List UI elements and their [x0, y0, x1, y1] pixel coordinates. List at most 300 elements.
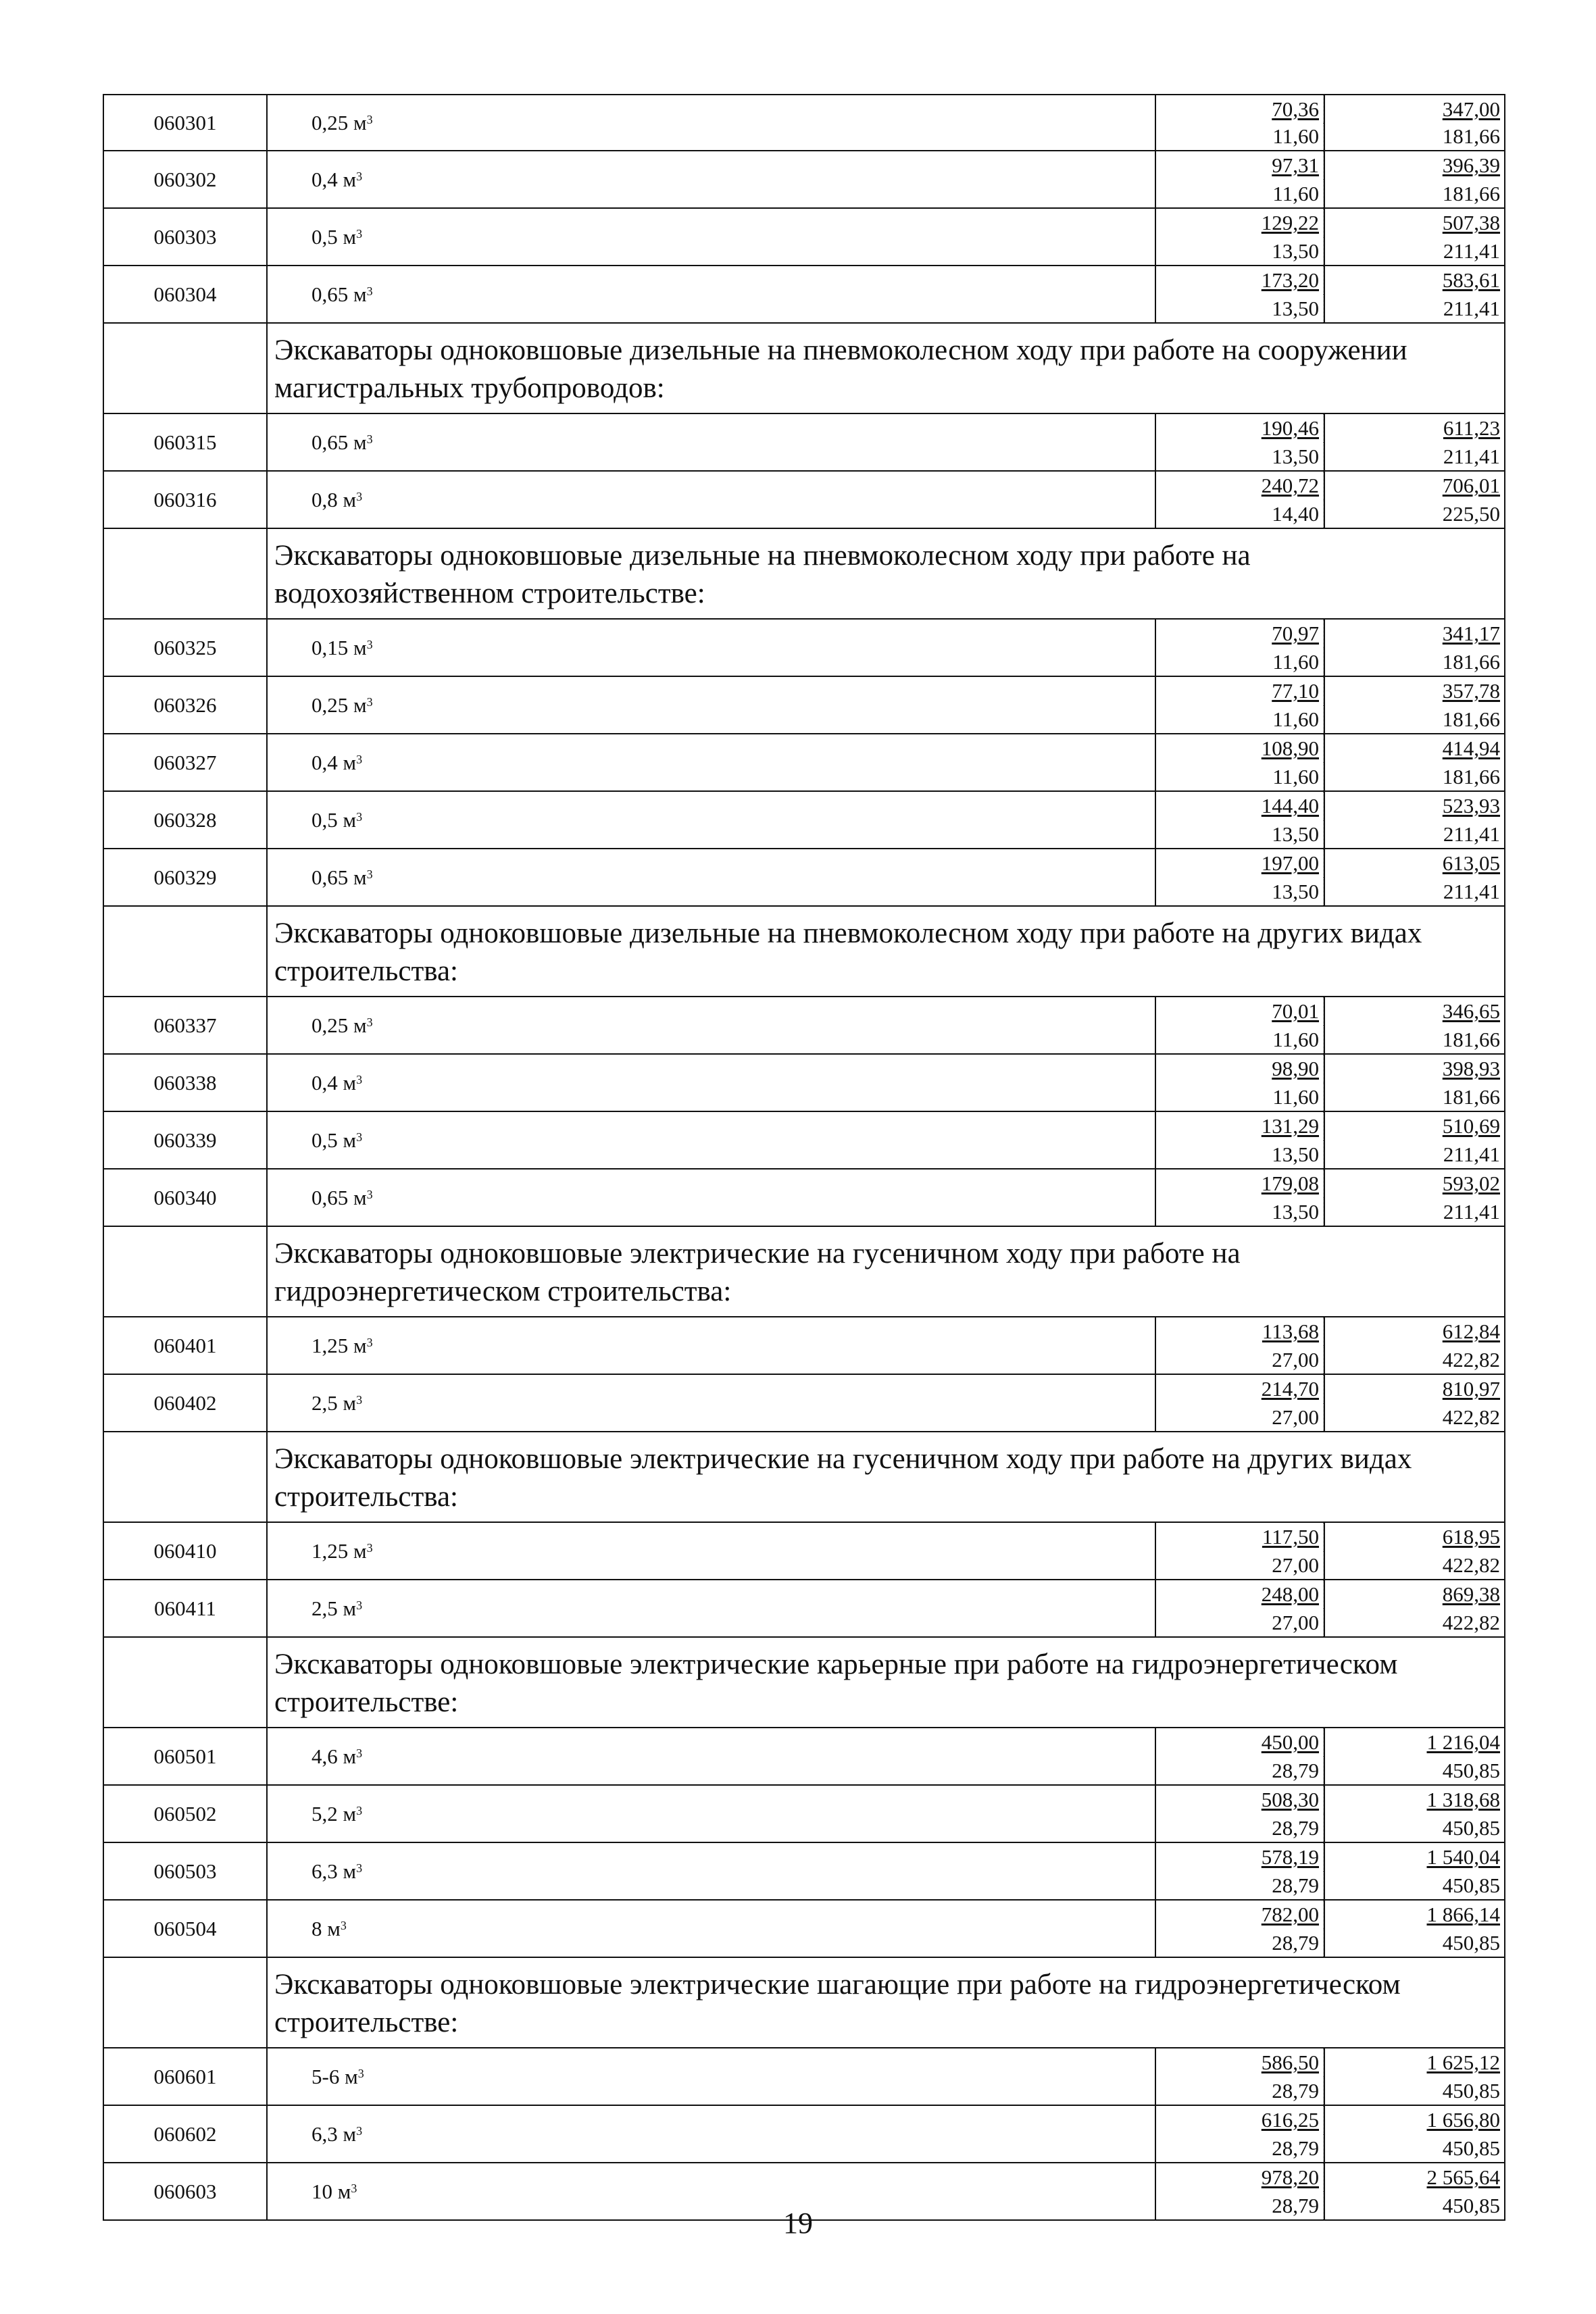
value-column-a	[1156, 677, 1325, 733]
machine-code: 060501	[104, 1728, 268, 1784]
machine-code: 060327	[104, 734, 268, 790]
price-wage-b: 450,85	[1442, 1815, 1500, 1840]
bucket-capacity-text: 2,5 м	[311, 1596, 357, 1620]
price-wage-a: 14,40	[1156, 500, 1324, 528]
value-column-a	[1156, 472, 1325, 528]
value-column-a	[1156, 1317, 1325, 1374]
price-total-b: 583,61	[1442, 268, 1500, 293]
price-total-a: 248,00	[1156, 1580, 1324, 1609]
value-column-b	[1325, 266, 1504, 322]
unit-superscript: 3	[356, 170, 363, 183]
table-row	[103, 1728, 1505, 1786]
bucket-capacity	[268, 849, 1156, 905]
value-column-b	[1325, 95, 1504, 150]
price-total-b: 523,93	[1442, 794, 1500, 818]
price-wage-a: 28,79	[1156, 1871, 1324, 1900]
value-column-a	[1156, 1055, 1325, 1111]
value-column-b	[1325, 792, 1504, 848]
bucket-capacity-text: 0,15 м	[311, 635, 367, 659]
price-total-a: 782,00	[1156, 1901, 1324, 1929]
price-wage-a: 13,50	[1156, 443, 1324, 471]
bucket-capacity-text: 0,25 м	[311, 693, 367, 717]
bucket-capacity	[268, 1786, 1156, 1842]
unit-superscript: 3	[356, 753, 363, 766]
price-total-a: 113,68	[1156, 1317, 1324, 1346]
bucket-capacity	[268, 95, 1156, 150]
price-total-a: 190,46	[1156, 414, 1324, 443]
value-column-a	[1156, 1580, 1325, 1636]
price-total-b: 398,93	[1442, 1057, 1500, 1081]
price-wage-a: 11,60	[1156, 123, 1324, 151]
bucket-capacity	[268, 792, 1156, 848]
value-column-b	[1325, 620, 1504, 676]
machine-code: 060339	[104, 1112, 268, 1168]
price-wage-a: 28,79	[1156, 1757, 1324, 1785]
bucket-capacity-text: 8 м	[311, 1916, 341, 1940]
machine-code: 060340	[104, 1169, 268, 1226]
table-row	[103, 151, 1505, 209]
bucket-capacity-text: 0,5 м	[311, 1128, 357, 1152]
section-title: Экскаваторы одноковшовые электрические шагающие при работе на гидроэнергетическом строительстве:	[274, 1969, 1401, 2038]
price-wage-a: 28,79	[1156, 2077, 1324, 2105]
price-total-b: 869,38	[1442, 1582, 1500, 1607]
section-header	[103, 324, 1505, 414]
price-total-b: 706,01	[1442, 474, 1500, 498]
machine-code: 060302	[104, 151, 268, 207]
value-column-a	[1156, 1375, 1325, 1431]
price-total-b: 612,84	[1442, 1319, 1500, 1344]
value-column-a	[1156, 792, 1325, 848]
machine-code: 060304	[104, 266, 268, 322]
bucket-capacity	[268, 997, 1156, 1053]
value-column-b	[1325, 1901, 1504, 1957]
price-wage-b: 211,41	[1443, 238, 1500, 263]
value-column-a	[1156, 1901, 1325, 1957]
value-column-a	[1156, 151, 1325, 207]
price-total-b: 357,78	[1442, 679, 1500, 703]
unit-superscript: 3	[356, 1130, 363, 1144]
price-wage-b: 422,82	[1442, 1405, 1500, 1429]
unit-superscript: 3	[366, 1336, 373, 1349]
price-total-a: 586,50	[1156, 2048, 1324, 2077]
section-title: Экскаваторы одноковшовые дизельные на пневмоколесном ходу при работе на сооружении магистральных трубопроводов:	[274, 334, 1407, 404]
price-wage-a: 13,50	[1156, 1198, 1324, 1226]
machine-code: 060338	[104, 1055, 268, 1111]
table-row	[103, 677, 1505, 734]
price-wage-b: 450,85	[1442, 2078, 1500, 2103]
value-column-b	[1325, 414, 1504, 470]
value-column-b	[1325, 1580, 1504, 1636]
price-total-a: 978,20	[1156, 2163, 1324, 2192]
machine-code: 060316	[104, 472, 268, 528]
bucket-capacity	[268, 1728, 1156, 1784]
value-column-a	[1156, 1786, 1325, 1842]
price-wage-b: 422,82	[1442, 1610, 1500, 1634]
section-header	[103, 907, 1505, 997]
value-column-a	[1156, 95, 1325, 150]
machine-code: 060602	[104, 2106, 268, 2162]
value-column-b	[1325, 1055, 1504, 1111]
price-total-b: 611,23	[1443, 416, 1500, 441]
price-wage-a: 27,00	[1156, 1403, 1324, 1432]
price-wage-b: 181,66	[1442, 1027, 1500, 1051]
table-row	[103, 620, 1505, 677]
unit-superscript: 3	[366, 1541, 373, 1555]
price-wage-a: 28,79	[1156, 2192, 1324, 2220]
bucket-capacity	[268, 472, 1156, 528]
value-column-b	[1325, 472, 1504, 528]
bucket-capacity-text: 10 м	[311, 2179, 351, 2203]
bucket-capacity-text: 0,5 м	[311, 224, 357, 249]
bucket-capacity	[268, 209, 1156, 265]
value-column-b	[1325, 1843, 1504, 1899]
table-row	[103, 1786, 1505, 1843]
table-row	[103, 1317, 1505, 1375]
section-title: Экскаваторы одноковшовые дизельные на пневмоколесном ходу при работе на водохозяйственном строительстве:	[274, 540, 1251, 609]
value-column-b	[1325, 1786, 1504, 1842]
unit-superscript: 3	[356, 1073, 363, 1086]
value-column-b	[1325, 1317, 1504, 1374]
unit-superscript: 3	[366, 1188, 373, 1201]
table-row	[103, 472, 1505, 529]
unit-superscript: 3	[356, 1746, 363, 1760]
price-wage-b: 211,41	[1443, 1199, 1500, 1224]
bucket-capacity	[268, 1317, 1156, 1374]
price-total-a: 117,50	[1156, 1523, 1324, 1551]
price-total-b: 396,39	[1442, 153, 1500, 178]
section-code-cell	[104, 907, 268, 996]
bucket-capacity-text: 6,3 м	[311, 1859, 357, 1883]
price-wage-b: 211,41	[1443, 1142, 1500, 1166]
price-wage-a: 13,50	[1156, 237, 1324, 266]
value-column-b	[1325, 1169, 1504, 1226]
value-column-b	[1325, 1375, 1504, 1431]
value-column-a	[1156, 2106, 1325, 2162]
price-total-b: 810,97	[1442, 1377, 1500, 1401]
machine-code: 060337	[104, 997, 268, 1053]
value-column-a	[1156, 2048, 1325, 2105]
bucket-capacity	[268, 1901, 1156, 1957]
price-total-b: 1 318,68	[1426, 1788, 1500, 1812]
price-total-b: 613,05	[1442, 851, 1500, 876]
price-wage-a: 11,60	[1156, 1026, 1324, 1054]
table-row	[103, 414, 1505, 472]
unit-superscript: 3	[356, 1804, 363, 1817]
price-wage-a: 27,00	[1156, 1346, 1324, 1374]
value-column-a	[1156, 1112, 1325, 1168]
table-row	[103, 849, 1505, 907]
value-column-b	[1325, 209, 1504, 265]
unit-superscript: 3	[366, 1015, 373, 1029]
bucket-capacity-text: 4,6 м	[311, 1744, 357, 1768]
table-row	[103, 2048, 1505, 2106]
unit-superscript: 3	[340, 1919, 347, 1932]
machine-code: 060504	[104, 1901, 268, 1957]
table-row	[103, 94, 1505, 151]
price-total-b: 507,38	[1442, 211, 1500, 235]
price-total-a: 131,29	[1156, 1112, 1324, 1140]
price-total-b: 414,94	[1442, 736, 1500, 761]
price-total-a: 70,01	[1156, 997, 1324, 1026]
price-total-b: 2 565,64	[1426, 2165, 1500, 2190]
price-wage-a: 11,60	[1156, 180, 1324, 208]
price-wage-b: 181,66	[1442, 1084, 1500, 1109]
price-wage-a: 28,79	[1156, 1929, 1324, 1957]
bucket-capacity-text: 0,25 м	[311, 110, 367, 134]
bucket-capacity-text: 1,25 м	[311, 1333, 367, 1357]
machine-code: 060326	[104, 677, 268, 733]
machine-code: 060401	[104, 1317, 268, 1374]
bucket-capacity-text: 6,3 м	[311, 2121, 357, 2146]
price-wage-a: 13,50	[1156, 1140, 1324, 1169]
price-wage-a: 28,79	[1156, 2134, 1324, 2163]
section-code-cell	[104, 1432, 268, 1521]
section-code-cell	[104, 1638, 268, 1727]
bucket-capacity	[268, 1112, 1156, 1168]
unit-superscript: 3	[356, 227, 363, 241]
unit-superscript: 3	[356, 2124, 363, 2138]
unit-superscript: 3	[357, 2067, 364, 2080]
section-code-cell	[104, 1958, 268, 2047]
bucket-capacity-text: 0,4 м	[311, 1070, 357, 1095]
bucket-capacity	[268, 1169, 1156, 1226]
section-header	[103, 529, 1505, 620]
bucket-capacity	[268, 1055, 1156, 1111]
section-title: Экскаваторы одноковшовые электрические на гусеничном ходу при работе на гидроэнергетическом строительства:	[274, 1238, 1241, 1307]
machine-code: 060315	[104, 414, 268, 470]
price-wage-b: 450,85	[1442, 1758, 1500, 1782]
price-wage-a: 13,50	[1156, 295, 1324, 323]
bucket-capacity-text: 5-6 м	[311, 2064, 358, 2088]
section-code-cell	[104, 529, 268, 618]
price-total-a: 179,08	[1156, 1169, 1324, 1198]
unit-superscript: 3	[356, 810, 363, 824]
table-row	[103, 1112, 1505, 1169]
price-total-a: 173,20	[1156, 266, 1324, 295]
bucket-capacity-text: 0,65 м	[311, 865, 367, 889]
section-title: Экскаваторы одноковшовые электрические карьерные при работе на гидроэнергетическом строительстве:	[274, 1649, 1398, 1718]
machine-code: 060402	[104, 1375, 268, 1431]
unit-superscript: 3	[366, 867, 373, 881]
section-title: Экскаваторы одноковшовые электрические на гусеничном ходу при работе на других видах строительства:	[274, 1443, 1412, 1513]
section-code-cell	[104, 324, 268, 413]
price-total-a: 129,22	[1156, 209, 1324, 237]
price-wage-b: 225,50	[1442, 501, 1500, 526]
bucket-capacity	[268, 2106, 1156, 2162]
price-total-b: 347,00	[1442, 97, 1500, 121]
machine-code: 060410	[104, 1523, 268, 1579]
machine-code: 060502	[104, 1786, 268, 1842]
price-wage-b: 181,66	[1442, 707, 1500, 731]
price-wage-a: 11,60	[1156, 648, 1324, 676]
unit-superscript: 3	[356, 1393, 363, 1407]
value-column-a	[1156, 1728, 1325, 1784]
price-wage-b: 422,82	[1442, 1553, 1500, 1577]
price-wage-b: 181,66	[1442, 649, 1500, 674]
value-column-b	[1325, 734, 1504, 790]
unit-superscript: 3	[366, 638, 373, 651]
unit-superscript: 3	[366, 284, 373, 298]
price-wage-a: 11,60	[1156, 763, 1324, 791]
unit-superscript: 3	[356, 1861, 363, 1875]
price-wage-b: 211,41	[1443, 879, 1500, 903]
value-column-b	[1325, 677, 1504, 733]
bucket-capacity	[268, 1375, 1156, 1431]
price-total-b: 346,65	[1442, 999, 1500, 1024]
table-row	[103, 734, 1505, 792]
price-total-a: 98,90	[1156, 1055, 1324, 1083]
bucket-capacity-text: 0,25 м	[311, 1013, 367, 1037]
bucket-capacity	[268, 1580, 1156, 1636]
table-row	[103, 209, 1505, 266]
price-wage-a: 13,50	[1156, 878, 1324, 906]
price-total-a: 450,00	[1156, 1728, 1324, 1757]
table-row	[103, 1843, 1505, 1901]
machine-code: 060411	[104, 1580, 268, 1636]
value-column-b	[1325, 1728, 1504, 1784]
price-total-a: 578,19	[1156, 1843, 1324, 1871]
table-row	[103, 1901, 1505, 1958]
price-total-a: 616,25	[1156, 2106, 1324, 2134]
bucket-capacity-text: 0,5 м	[311, 807, 357, 832]
price-total-b: 1 656,80	[1426, 2108, 1500, 2132]
price-wage-b: 181,66	[1442, 181, 1500, 205]
page-number: 19	[783, 2207, 813, 2240]
bucket-capacity	[268, 2048, 1156, 2105]
table-row	[103, 792, 1505, 849]
bucket-capacity-text: 1,25 м	[311, 1538, 367, 1563]
value-column-b	[1325, 2106, 1504, 2162]
price-wage-b: 211,41	[1443, 444, 1500, 468]
bucket-capacity	[268, 151, 1156, 207]
value-column-a	[1156, 266, 1325, 322]
price-wage-b: 422,82	[1442, 1347, 1500, 1372]
unit-superscript: 3	[356, 490, 363, 503]
value-column-b	[1325, 151, 1504, 207]
machine-code: 060325	[104, 620, 268, 676]
value-column-a	[1156, 849, 1325, 905]
table-row	[103, 1523, 1505, 1580]
price-total-b: 618,95	[1442, 1525, 1500, 1549]
table-row	[103, 2106, 1505, 2163]
bucket-capacity	[268, 620, 1156, 676]
price-total-a: 240,72	[1156, 472, 1324, 500]
bucket-capacity	[268, 677, 1156, 733]
machine-code: 060301	[104, 95, 268, 150]
price-wage-a: 11,60	[1156, 1083, 1324, 1111]
table-row	[103, 1580, 1505, 1638]
value-column-a	[1156, 1523, 1325, 1579]
price-total-a: 144,40	[1156, 792, 1324, 820]
machine-code: 060329	[104, 849, 268, 905]
bucket-capacity-text: 0,65 м	[311, 282, 367, 306]
bucket-capacity-text: 2,5 м	[311, 1390, 357, 1415]
price-total-b: 1 866,14	[1426, 1903, 1500, 1927]
bucket-capacity	[268, 734, 1156, 790]
price-total-b: 341,17	[1442, 622, 1500, 646]
price-total-a: 108,90	[1156, 734, 1324, 763]
section-title: Экскаваторы одноковшовые дизельные на пневмоколесном ходу при работе на других видах строительства:	[274, 917, 1422, 987]
price-wage-a: 27,00	[1156, 1551, 1324, 1580]
unit-superscript: 3	[356, 1599, 363, 1612]
price-total-b: 593,02	[1442, 1172, 1500, 1196]
table-row	[103, 1169, 1505, 1227]
bucket-capacity-text: 5,2 м	[311, 1801, 357, 1826]
price-wage-b: 211,41	[1443, 822, 1500, 846]
unit-superscript: 3	[351, 2182, 357, 2195]
value-column-b	[1325, 849, 1504, 905]
price-wage-b: 450,85	[1442, 1873, 1500, 1897]
price-total-a: 197,00	[1156, 849, 1324, 878]
machine-code: 060601	[104, 2048, 268, 2105]
machine-code: 060328	[104, 792, 268, 848]
machine-code: 060503	[104, 1843, 268, 1899]
price-total-a: 70,36	[1156, 95, 1324, 123]
price-total-a: 77,10	[1156, 677, 1324, 705]
price-wage-b: 181,66	[1442, 124, 1500, 149]
value-column-b	[1325, 2048, 1504, 2105]
section-header	[103, 1958, 1505, 2048]
price-wage-a: 28,79	[1156, 1814, 1324, 1842]
bucket-capacity	[268, 1523, 1156, 1579]
section-header	[103, 1227, 1505, 1317]
bucket-capacity-text: 0,65 м	[311, 430, 367, 454]
unit-superscript: 3	[366, 113, 373, 126]
value-column-a	[1156, 209, 1325, 265]
price-total-b: 1 540,04	[1426, 1845, 1500, 1869]
price-wage-b: 450,85	[1442, 2193, 1500, 2217]
price-total-b: 1 625,12	[1426, 2051, 1500, 2075]
table-row	[103, 1055, 1505, 1112]
bucket-capacity-text: 0,4 м	[311, 167, 357, 191]
bucket-capacity	[268, 1843, 1156, 1899]
price-wage-a: 13,50	[1156, 820, 1324, 849]
bucket-capacity-text: 0,4 м	[311, 750, 357, 774]
unit-superscript: 3	[366, 432, 373, 446]
price-total-a: 97,31	[1156, 151, 1324, 180]
bucket-capacity	[268, 414, 1156, 470]
price-total-b: 1 216,04	[1426, 1730, 1500, 1755]
price-wage-a: 11,60	[1156, 705, 1324, 734]
bucket-capacity-text: 0,8 м	[311, 487, 357, 511]
section-header	[103, 1638, 1505, 1728]
section-code-cell	[104, 1227, 268, 1316]
table-row	[103, 266, 1505, 324]
value-column-a	[1156, 1843, 1325, 1899]
value-column-a	[1156, 997, 1325, 1053]
price-table	[103, 94, 1505, 2221]
price-total-b: 510,69	[1442, 1114, 1500, 1138]
price-total-a: 214,70	[1156, 1375, 1324, 1403]
price-wage-b: 181,66	[1442, 764, 1500, 788]
price-total-a: 508,30	[1156, 1786, 1324, 1814]
machine-code: 060303	[104, 209, 268, 265]
bucket-capacity	[268, 266, 1156, 322]
price-wage-b: 450,85	[1442, 2136, 1500, 2160]
unit-superscript: 3	[366, 695, 373, 709]
value-column-a	[1156, 734, 1325, 790]
price-wage-b: 211,41	[1443, 296, 1500, 320]
price-wage-a: 27,00	[1156, 1609, 1324, 1637]
machine-code: 060603	[104, 2163, 268, 2219]
bucket-capacity-text: 0,65 м	[311, 1185, 367, 1209]
value-column-b	[1325, 997, 1504, 1053]
price-total-a: 70,97	[1156, 620, 1324, 648]
table-row	[103, 1375, 1505, 1432]
value-column-b	[1325, 1523, 1504, 1579]
section-header	[103, 1432, 1505, 1523]
value-column-a	[1156, 620, 1325, 676]
